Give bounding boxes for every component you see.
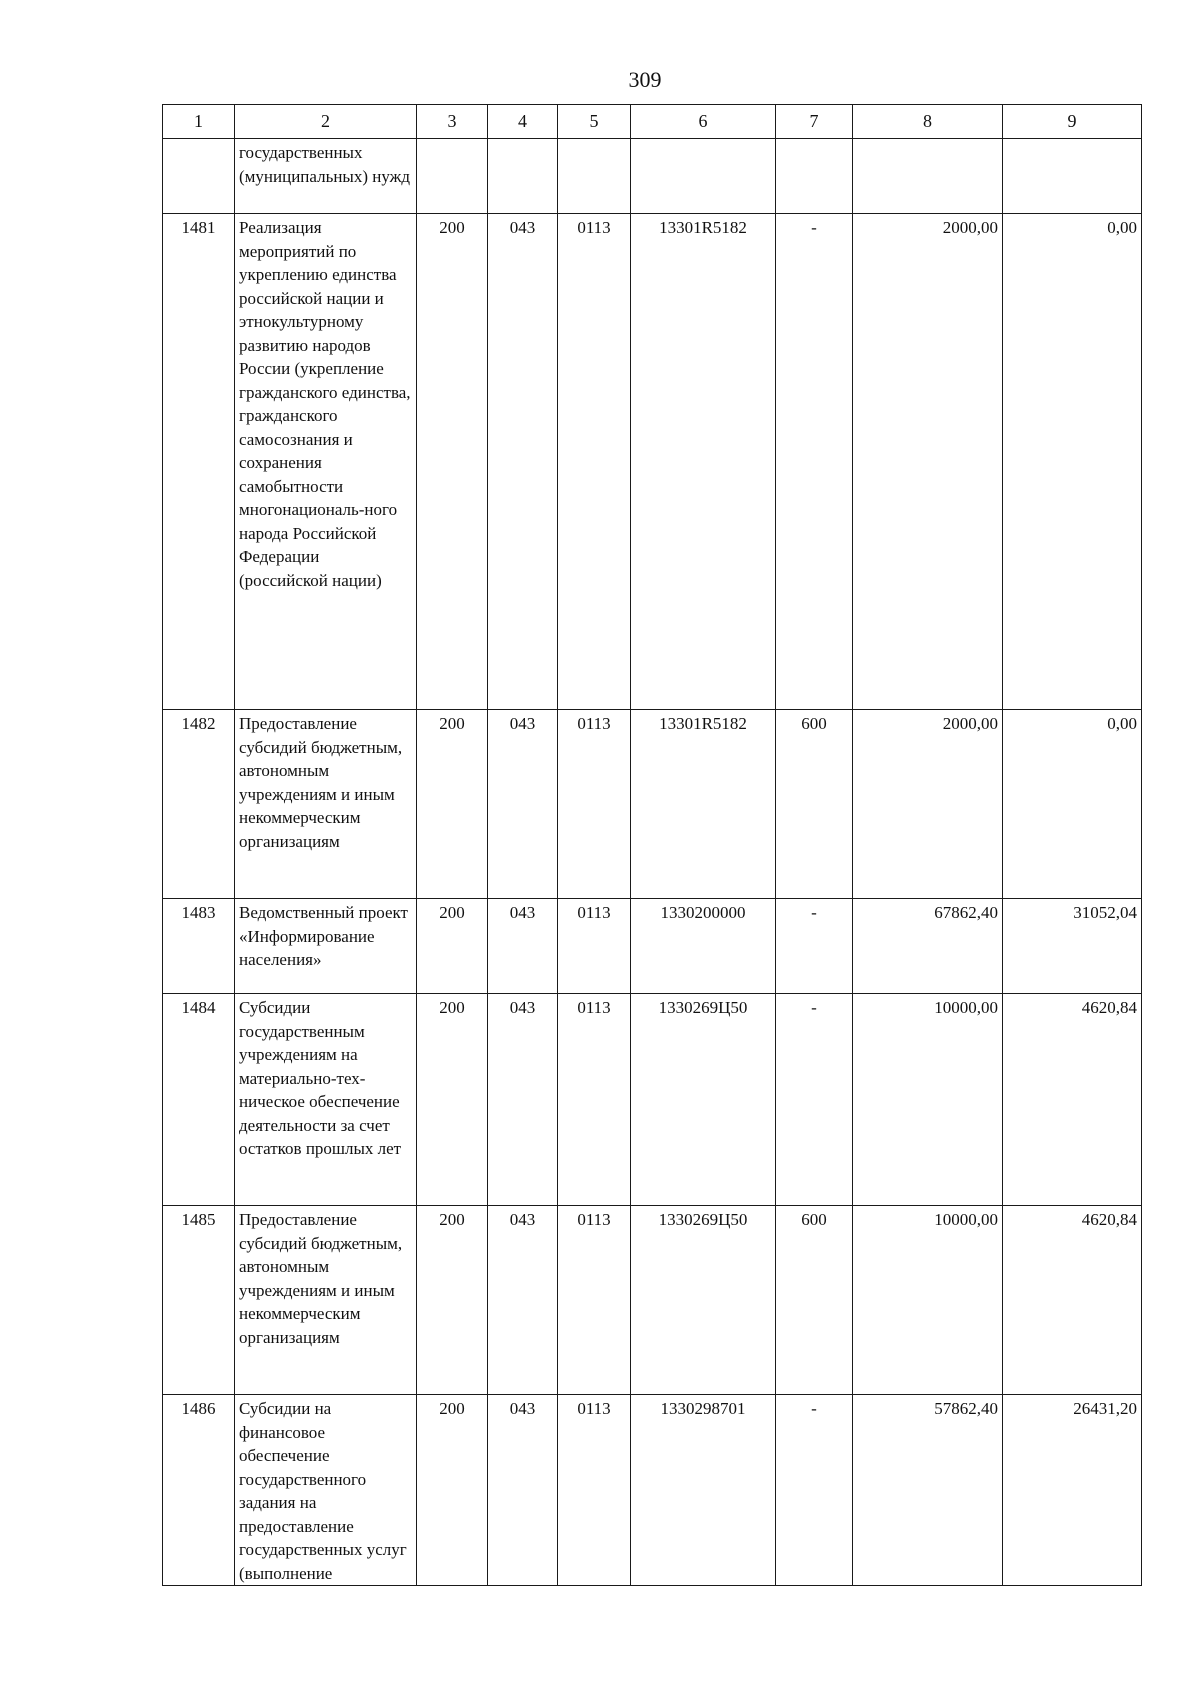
cell-col9: 4620,84 <box>1003 1206 1142 1395</box>
cell-col5: 0113 <box>558 899 631 994</box>
cell-col9: 4620,84 <box>1003 994 1142 1206</box>
column-header-8: 8 <box>853 105 1003 139</box>
cell-col7: 600 <box>776 710 853 899</box>
cell-col5: 0113 <box>558 214 631 710</box>
row-number: 1482 <box>163 710 235 899</box>
column-header-4: 4 <box>488 105 558 139</box>
cell-col3: 200 <box>417 710 488 899</box>
cell-col3: 200 <box>417 899 488 994</box>
cell-col9 <box>1003 139 1142 214</box>
cell-col6: 13301R5182 <box>631 214 776 710</box>
cell-col5: 0113 <box>558 1206 631 1395</box>
cell-col4: 043 <box>488 1206 558 1395</box>
cell-col8: 2000,00 <box>853 710 1003 899</box>
cell-col4: 043 <box>488 710 558 899</box>
row-number: 1485 <box>163 1206 235 1395</box>
column-header-6: 6 <box>631 105 776 139</box>
table-row <box>163 899 1142 994</box>
row-name: Предоставление субсидий бюджетным, автономным учреждениям и иным некоммерческим организациям <box>235 710 417 899</box>
cell-col7: - <box>776 994 853 1206</box>
cell-col5 <box>558 139 631 214</box>
row-name: Субсидии государственным учреждениям на материально-тех-ническое обеспечение деятельности за счет остатков прошлых лет <box>235 994 417 1206</box>
column-header-3: 3 <box>417 105 488 139</box>
column-header-2: 2 <box>235 105 417 139</box>
cell-col5: 0113 <box>558 710 631 899</box>
cell-col6 <box>631 139 776 214</box>
cell-col7: - <box>776 1395 853 1586</box>
page-number: 309 <box>628 67 662 92</box>
budget-table <box>162 104 1142 1586</box>
cell-col7: - <box>776 214 853 710</box>
cell-col9: 0,00 <box>1003 214 1142 710</box>
cell-col3: 200 <box>417 994 488 1206</box>
cell-col9: 26431,20 <box>1003 1395 1142 1586</box>
table-header-row <box>163 105 1142 139</box>
row-name: Реализация мероприятий по укреплению единства российской нации и этнокультурному развитию народов России (укрепление гражданского единства, гражданского самосознания и сохранения самобытности многонациональ-ного народа Российской Федерации (российской нации) <box>235 214 417 710</box>
table-row <box>163 710 1142 899</box>
cell-col6: 1330298701 <box>631 1395 776 1586</box>
cell-col3: 200 <box>417 1206 488 1395</box>
cell-col5: 0113 <box>558 1395 631 1586</box>
cell-col8: 67862,40 <box>853 899 1003 994</box>
cell-col9: 0,00 <box>1003 710 1142 899</box>
column-header-7: 7 <box>776 105 853 139</box>
cell-col4 <box>488 139 558 214</box>
column-header-1: 1 <box>163 105 235 139</box>
cell-col6: 1330269Ц50 <box>631 994 776 1206</box>
table-row <box>163 1206 1142 1395</box>
row-name: Субсидии на финансовое обеспечение государственного задания на предоставление государственных услуг (выполнение <box>235 1395 417 1586</box>
cell-col3: 200 <box>417 214 488 710</box>
cell-col7 <box>776 139 853 214</box>
cell-col6: 1330269Ц50 <box>631 1206 776 1395</box>
cell-col8 <box>853 139 1003 214</box>
row-name: государственных (муниципальных) нужд <box>235 139 417 214</box>
cell-col6: 1330200000 <box>631 899 776 994</box>
cell-col8: 57862,40 <box>853 1395 1003 1586</box>
cell-col4: 043 <box>488 1395 558 1586</box>
table-row <box>163 994 1142 1206</box>
cell-col4: 043 <box>488 899 558 994</box>
table-row <box>163 139 1142 214</box>
column-header-5: 5 <box>558 105 631 139</box>
row-number: 1486 <box>163 1395 235 1586</box>
row-number: 1484 <box>163 994 235 1206</box>
row-name: Ведомственный проект «Информирование населения» <box>235 899 417 994</box>
row-number <box>163 139 235 214</box>
cell-col4: 043 <box>488 994 558 1206</box>
cell-col3: 200 <box>417 1395 488 1586</box>
row-number: 1483 <box>163 899 235 994</box>
cell-col3 <box>417 139 488 214</box>
cell-col8: 10000,00 <box>853 994 1003 1206</box>
column-header-9: 9 <box>1003 105 1142 139</box>
row-number: 1481 <box>163 214 235 710</box>
cell-col8: 2000,00 <box>853 214 1003 710</box>
cell-col7: 600 <box>776 1206 853 1395</box>
row-name: Предоставление субсидий бюджетным, автономным учреждениям и иным некоммерческим организациям <box>235 1206 417 1395</box>
cell-col4: 043 <box>488 214 558 710</box>
table-row <box>163 1395 1142 1586</box>
cell-col6: 13301R5182 <box>631 710 776 899</box>
cell-col9: 31052,04 <box>1003 899 1142 994</box>
cell-col7: - <box>776 899 853 994</box>
cell-col5: 0113 <box>558 994 631 1206</box>
table-row <box>163 214 1142 710</box>
cell-col8: 10000,00 <box>853 1206 1003 1395</box>
